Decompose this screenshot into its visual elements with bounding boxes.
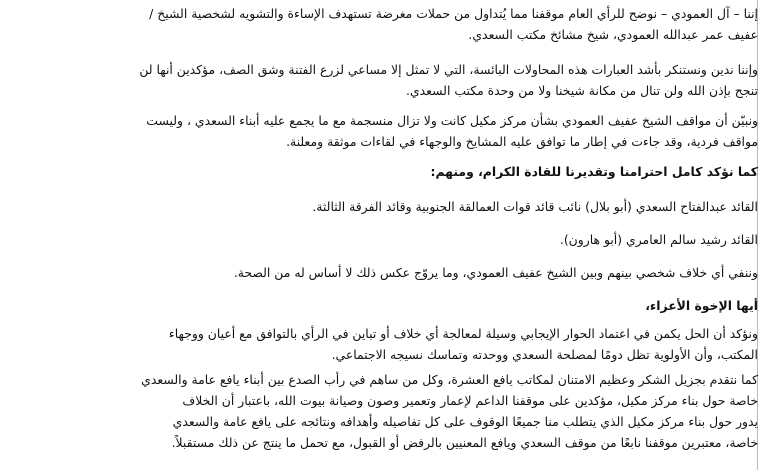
text-line: ونؤكد أن الحل يكمن في اعتماد الحوار الإيجابي وسيلة لمعالجة أي خلاف أو تباين في الرأي بالتوافق مع أعيان ووجهاء: [168, 326, 758, 341]
text-line: القائد رشيد سالم العامري (أبو هارون).: [559, 232, 758, 247]
text-line: القائد عبدالفتاح السعدي (أبو بلال) نائب قائد قوات العمالقة الجنوبية وقائد الفرقة الثالثة.: [312, 199, 758, 214]
text-line: خاصة، معتبرين موقفنا نابعًا من موقف السعدي ويافع المعنيين بالرفض أو القبول، مع تحمل ما ينتج عن ذلك مستقبلاً.: [171, 435, 758, 450]
heading-text: كما نؤكد كامل احترامنا وتقديرنا للقادة الكرام، ومنهم:: [430, 164, 758, 179]
text-line: خاصة حول بناء مركز مكيل، مؤكدين على موقفنا الداعم لإعمار وتعمير وصون وصيانة بيوت الله، باعتبار أن الخلاف: [182, 393, 758, 408]
text-line: وإننا ندين ونستنكر بأشد العبارات هذه المحاولات البائسة، التي لا تمثل إلا مساعي لزرع الفتنة وشق الصف، مؤكدين أنها لن: [139, 62, 758, 77]
text-line: إننا – آل العمودي – نوضح للرأي العام موقفنا مما يُتداول من حملات مغرضة تستهدف الإساءة والتشويه لشخصية الشيخ /: [149, 6, 758, 21]
heading-text: أيها الإخوة الأعزاء،: [645, 298, 758, 313]
text-line: ونبيّن أن مواقف الشيخ عفيف العمودي بشأن مركز مكيل كانت ولا تزال منسجمة مع ما يجمع عليه أبناء السعدي ، وليست: [146, 113, 758, 128]
text-line: المكتب، وأن الأولوية تظل دومًا لمصلحة السعدي ووحدته وتماسك نسيجه الاجتماعي.: [331, 347, 758, 362]
text-line: كما نتقدم بجزيل الشكر وعظيم الامتنان لمكاتب يافع العشرة، وكل من ساهم في رأب الصدع بين أبناء يافع عامة والسعدي: [141, 372, 758, 387]
text-line: يدور حول بناء مركز مكيل الذي يتطلب منا جميعًا الوقوف على كل تفاصيله وأهدافه ونتائجه على يافع عامة والسعدي: [172, 414, 758, 429]
text-line: وننفي أي خلاف شخصي بينهم وبين الشيخ عفيف العمودي، وما يروّج عكس ذلك لا أساس له من الصحة.: [233, 265, 758, 280]
text-line: مواقف فردية، وقد جاءت في إطار ما توافق عليه المشايخ والوجهاء في لقاءات موثقة ومعلنة.: [286, 134, 758, 149]
text-line: تنجح بإذن الله ولن تنال من مكانة شيخنا ولا من وحدة مكتب السعدي.: [406, 83, 758, 98]
text-line: عفيف عمر عبدالله العمودي، شيخ مشائخ مكتب السعدي.: [468, 27, 758, 42]
